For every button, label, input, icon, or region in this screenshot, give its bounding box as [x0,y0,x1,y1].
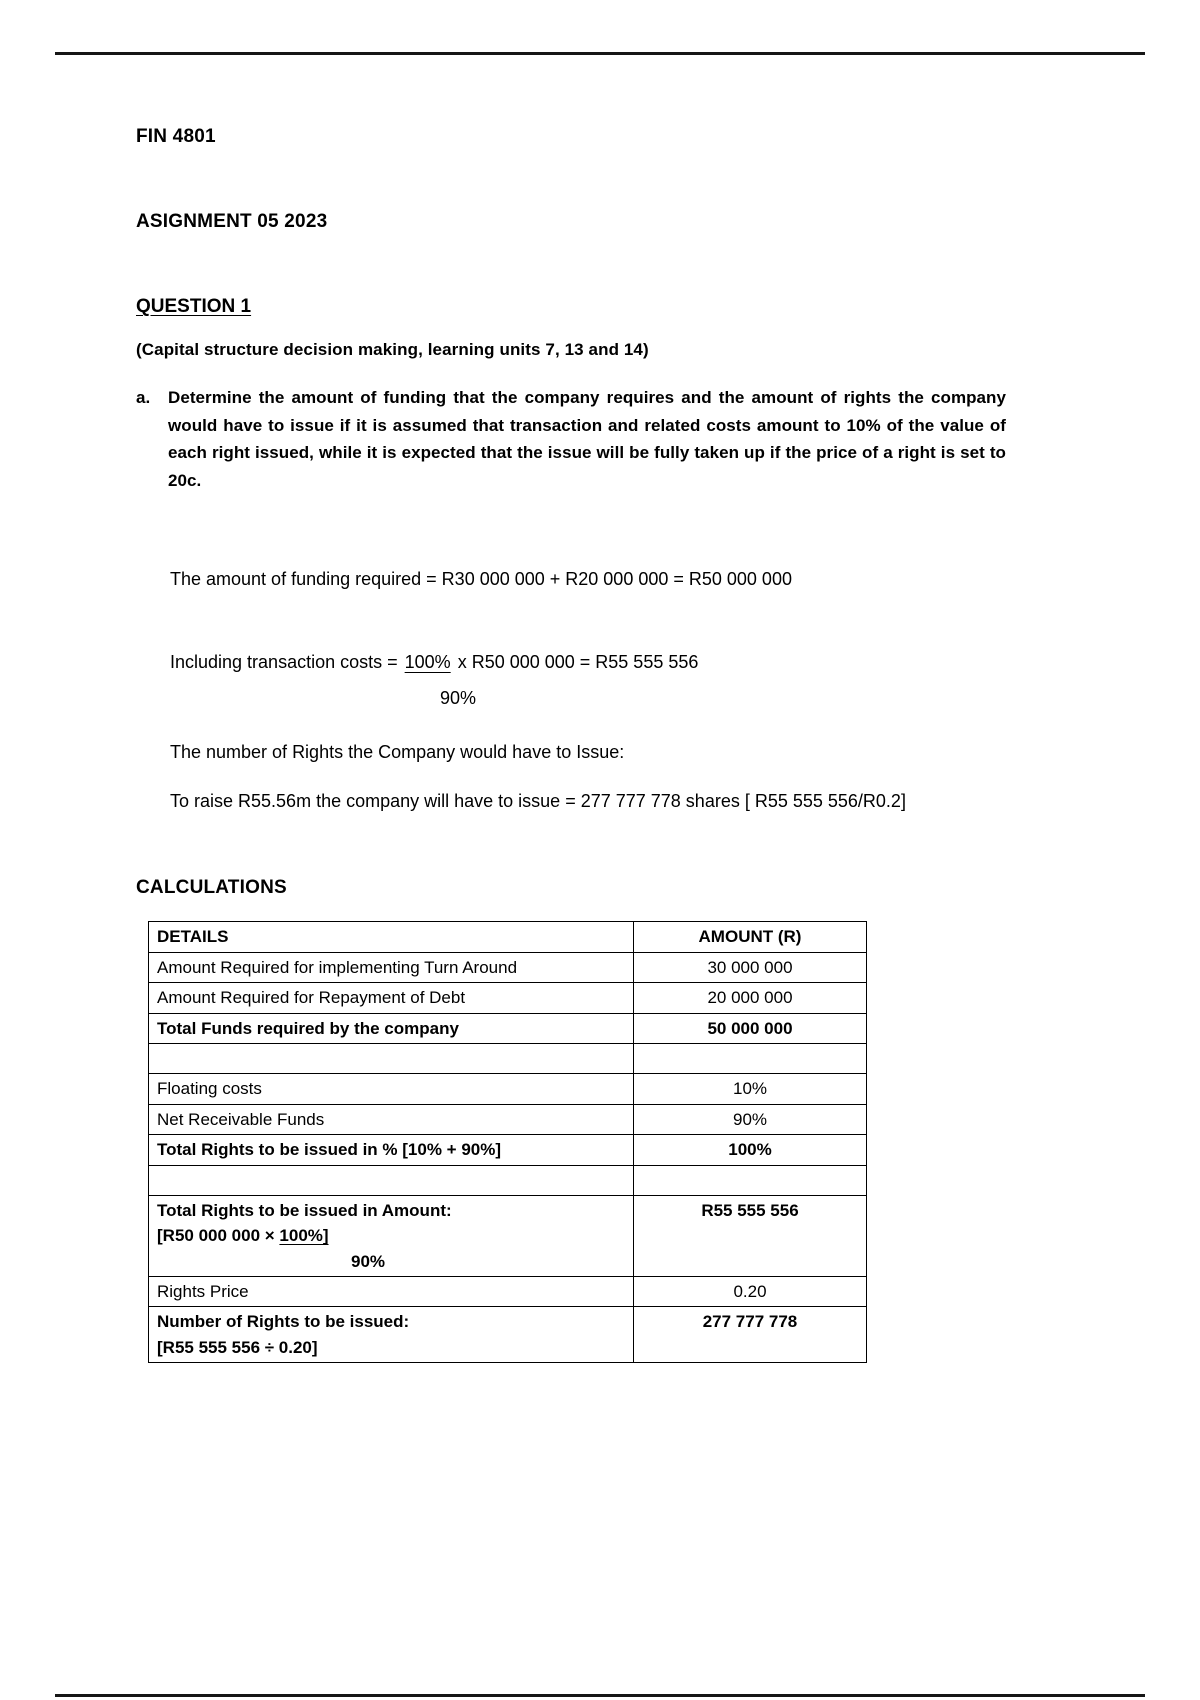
question-list [136,384,1066,494]
header-cell-amount: AMOUNT (R) [634,922,867,952]
table-row-total [149,1013,867,1043]
cell-details-label: Number of Rights to be issued: [157,1312,410,1332]
assignment-title: ASIGNMENT 05 2023 [136,211,328,232]
header-cell-details: DETAILS [149,922,634,952]
question-title-wrap [136,233,1066,318]
cell-details [149,1165,634,1195]
question-item-marker: a. [136,388,151,407]
course-code: FIN 4801 [136,126,216,147]
cell-amount [634,1044,867,1074]
formula-denominator: 90% [351,1251,386,1271]
answer-section [136,566,1066,815]
cell-amount [634,1165,867,1195]
question-title: QUESTION 1 [136,296,252,317]
transaction-costs-suffix: x R50 000 000 = R55 555 556 [452,652,699,673]
transaction-costs-denominator: 90% [440,688,477,709]
cell-amount: 10% [634,1074,867,1104]
document-content [136,126,1066,1363]
cell-details: Amount Required for implementing Turn Around [149,952,634,982]
formula-numerator: 100%] [279,1226,329,1246]
table-row-spacer [149,1044,867,1074]
cell-details: Net Receivable Funds [149,1104,634,1134]
cell-amount: 20 000 000 [634,983,867,1013]
cell-amount: 90% [634,1104,867,1134]
transaction-costs-numerator: 100% [404,652,451,673]
table-row [149,952,867,982]
calculations-table [148,921,867,1363]
table-row [149,1104,867,1134]
transaction-costs-line [170,649,1066,676]
table-row [149,983,867,1013]
formula-prefix: [R50 000 000 × [157,1226,280,1246]
cell-details: Total Funds required by the company [149,1013,634,1043]
cell-amount: 30 000 000 [634,952,867,982]
rights-issue-heading: The number of Rights the Company would have to Issue: [170,742,625,763]
cell-details: Amount Required for Repayment of Debt [149,983,634,1013]
cell-details: Total Rights to be issued in % [10% + 90%] [149,1135,634,1165]
cell-amount: R55 555 556 [634,1195,867,1276]
table-header-row [149,922,867,952]
cell-amount: 0.20 [634,1277,867,1307]
cell-amount: 277 777 778 [634,1307,867,1363]
table-row-total [149,1135,867,1165]
cell-details-label: Total Rights to be issued in Amount: [157,1200,452,1220]
cell-details-formula [157,1224,625,1247]
question-subtitle: (Capital structure decision making, learning units 7, 13 and 14) [136,340,649,359]
rights-issue-paragraph: To raise R55.56m the company will have to issue = 277 777 778 shares [ R55 555 556/R0.2] [170,791,906,812]
table-row [149,1074,867,1104]
funding-required-line: The amount of funding required = R30 000 000 + R20 000 000 = R50 000 000 [170,569,792,590]
table-row [149,1277,867,1307]
table-row-number-of-rights [149,1307,867,1363]
cell-amount: 100% [634,1135,867,1165]
table-row-spacer [149,1165,867,1195]
cell-details-formula: [R55 555 556 ÷ 0.20] [157,1337,318,1357]
calculations-heading: CALCULATIONS [136,877,287,899]
cell-details [149,1195,634,1276]
cell-details [149,1307,634,1363]
transaction-costs-prefix: Including transaction costs = [170,652,403,673]
cell-details [149,1044,634,1074]
cell-details: Rights Price [149,1277,634,1307]
cell-amount: 50 000 000 [634,1013,867,1043]
cell-details: Floating costs [149,1074,634,1104]
question-item-a [136,384,1006,494]
table-row-total-amount [149,1195,867,1276]
question-item-text: Determine the amount of funding that the company requires and the amount of rights the company would have to issue if it is assumed that transaction and related costs amount to 10% of the value of each right issued, while it is expected that the issue will be fully taken up if the price of a right is set to 20c. [168,388,1006,490]
page-bottom-rule [55,1694,1145,1697]
page-top-rule [55,52,1145,55]
